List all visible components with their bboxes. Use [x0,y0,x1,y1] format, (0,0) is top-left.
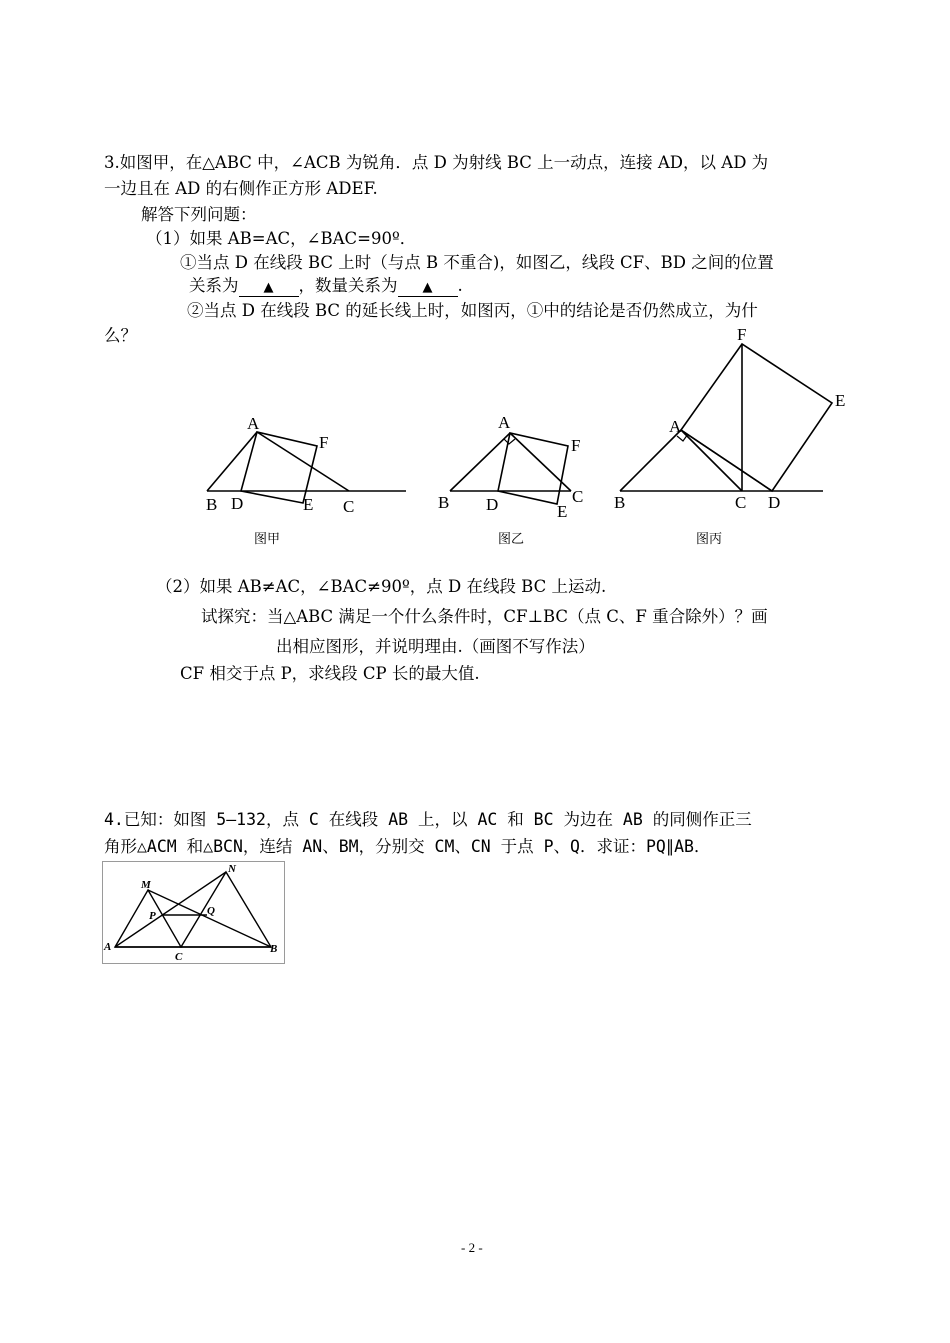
q3-line-10: 试探究：当△ABC 满足一个什么条件时，CF⊥BC（点 C、F 重合除外）？画 [201,607,768,626]
jia-square-adef [241,432,317,503]
yi-label-a: A [498,413,511,432]
q3-line-6b: ，数量关系为 [298,276,398,295]
bing-label-c: C [735,493,747,512]
q3-line-5: ①当点 D 在线段 BC 上时（与点 B 不重合)，如图乙，线段 CF、BD 之间的位置 [180,253,774,272]
q4-label-n: N [228,863,236,875]
q4-label-q: Q [207,905,215,917]
q3-line-1: 3.如图甲，在△ABC 中，∠ACB 为锐角．点 D 为射线 BC 上一动点，连接 AD，以 AD 为 [104,153,769,172]
page-number: - 2 - [461,1240,483,1255]
q3-line-8: 么？ [104,326,137,345]
bing-segment-ac [681,430,742,491]
caption-yi: 图乙 [498,532,525,547]
answer-blank-quantity: ▲ [398,280,458,297]
figure-jia [207,432,406,503]
figure-q4-box [102,861,285,964]
yi-right-angle-mark [504,439,515,444]
bing-segment-ab [620,430,681,491]
bing-label-f: F [737,325,747,344]
q4-label-p: P [149,910,156,922]
jia-segment-ac [257,432,349,491]
q3-line-11: 出相应图形，并说明理由.（画图不写作法） [276,637,595,656]
q3-line-3: 解答下列问题： [141,205,257,224]
caption-bing: 图丙 [696,532,723,547]
answer-blank-position: ▲ [239,280,299,297]
jia-label-d: D [231,494,244,513]
q3-line-4: （1）如果 AB=AC，∠BAC=90º． [146,229,417,248]
q4-label-b: B [270,943,278,955]
bing-label-a: A [669,417,682,436]
q3-line-12: CF 相交于点 P，求线段 CP 长的最大值. [180,664,480,683]
q4-triangle-bcn [181,872,271,947]
q4-label-m: M [141,879,151,891]
jia-label-e: E [303,495,314,514]
q3-line-2: 一边且在 AD 的右侧作正方形 ADEF. [104,179,378,198]
q4-line-1: 4.已知：如图 5—132，点 C 在线段 AB 上，以 AC 和 BC 为边在 AB 的同侧作正三 [104,810,752,829]
figure-bing [620,344,832,491]
jia-label-c: C [343,497,355,516]
bing-label-b: B [614,493,626,512]
q4-triangle-acm [115,890,181,947]
bing-segment-ad [681,430,772,491]
bing-label-d: D [768,493,781,512]
caption-jia: 图甲 [254,532,281,547]
yi-label-e: E [557,502,568,521]
q3-line-9: （2）如果 AB≠AC，∠BAC≠90º，点 D 在线段 BC 上运动. [156,577,607,596]
q3-line-6a: 关系为 [189,276,239,295]
figure-q4 [103,862,284,963]
q3-line-7: ②当点 D 在线段 BC 的延长线上时，如图丙，①中的结论是否仍然成立，为什 [187,301,758,320]
yi-segment-ab [450,433,510,491]
jia-label-f: F [319,433,329,452]
q4-line-2: 角形△ACM 和△BCN，连结 AN、BM，分别交 CM、CN 于点 P、Q．求证：PQ∥AB． [104,837,711,856]
yi-label-f: F [571,436,581,455]
yi-label-c: C [572,487,584,506]
bing-square-adef [681,344,832,491]
jia-label-b: B [206,495,218,514]
q3-figures [0,0,950,560]
q4-label-c: C [175,951,183,963]
jia-label-a: A [247,414,260,433]
yi-label-b: B [438,493,450,512]
bing-label-e: E [835,391,846,410]
q4-label-a: A [104,941,112,953]
figure-yi [450,433,571,504]
q3-line-6c: . [457,276,463,295]
yi-label-d: D [486,495,499,514]
